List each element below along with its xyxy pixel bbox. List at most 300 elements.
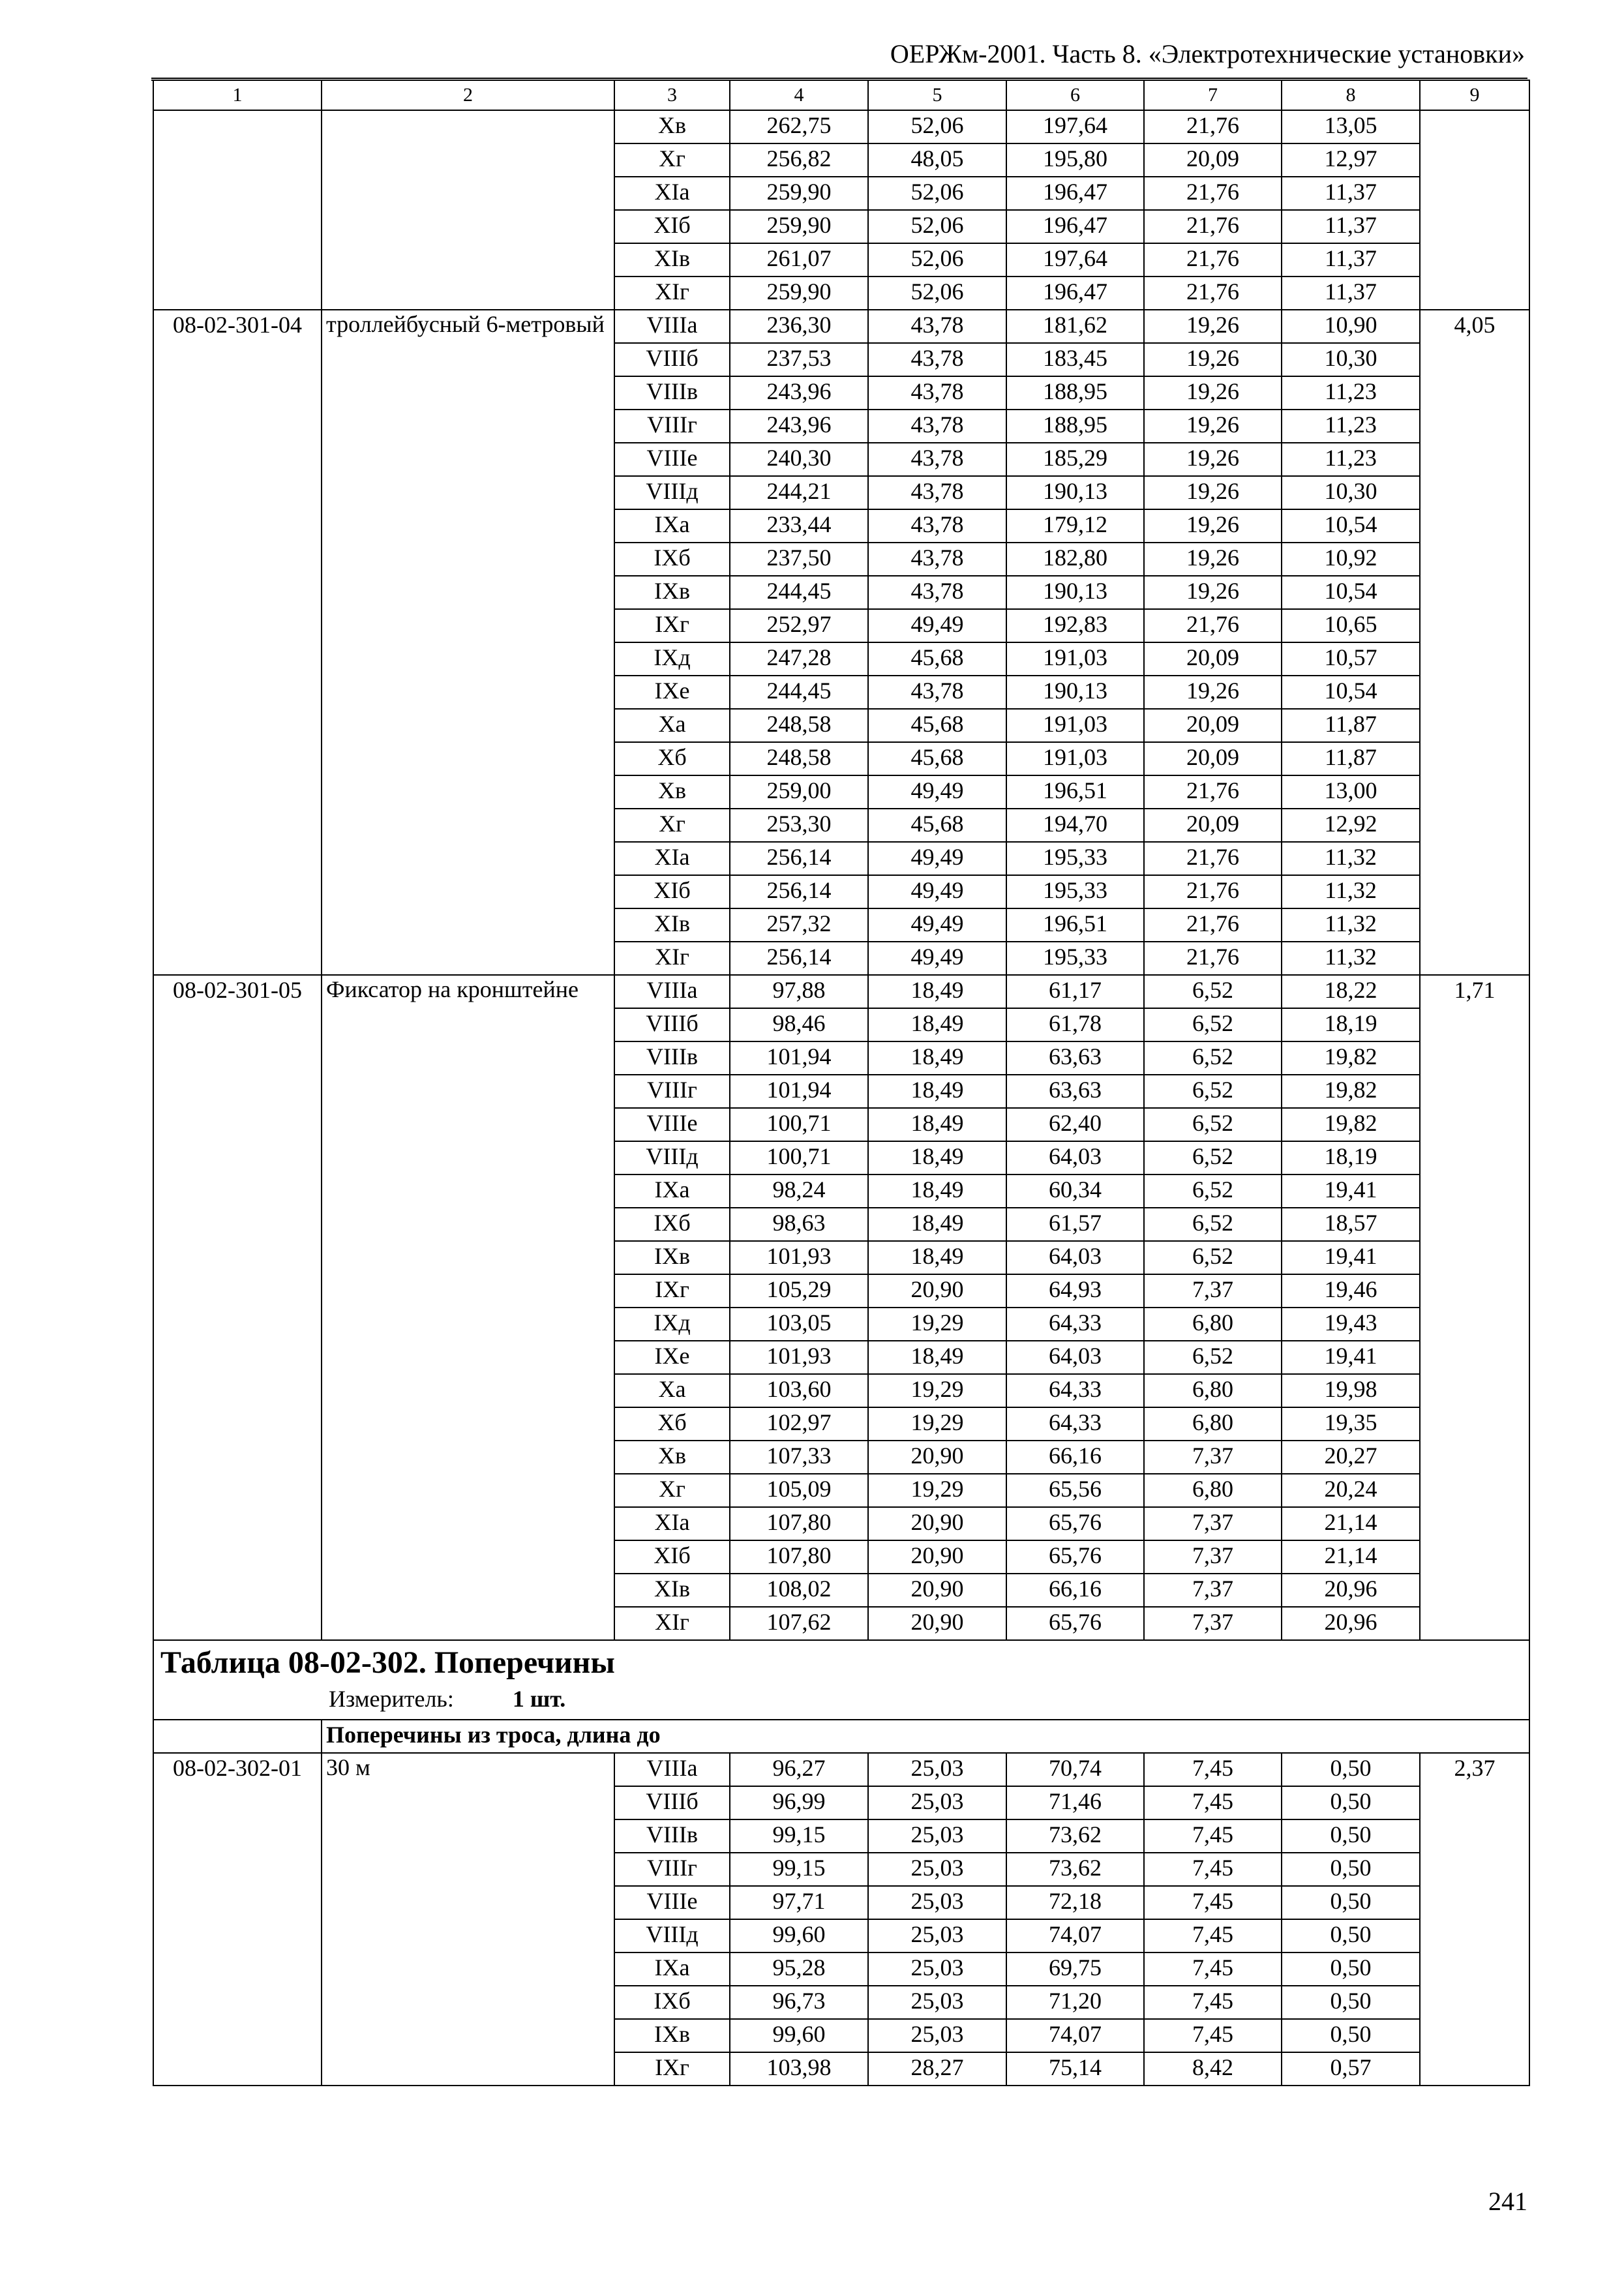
value-cell: 195,33 [1006, 842, 1144, 875]
value-cell: 45,68 [868, 709, 1006, 742]
column-number: 8 [1282, 80, 1420, 110]
price-table [153, 80, 1530, 2086]
value-cell: 18,19 [1282, 1008, 1420, 1041]
value-cell: 7,45 [1144, 1753, 1282, 1786]
col9-value [1420, 110, 1529, 310]
value-cell: 65,76 [1006, 1540, 1144, 1574]
value-cell: 6,52 [1144, 1108, 1282, 1141]
value-cell: 95,28 [730, 1952, 868, 1986]
value-cell: 195,33 [1006, 875, 1144, 908]
value-cell: 97,71 [730, 1886, 868, 1919]
value-cell: 6,80 [1144, 1374, 1282, 1407]
value-cell: 20,90 [868, 1274, 1006, 1308]
value-cell: 10,54 [1282, 676, 1420, 709]
value-cell: 11,23 [1282, 410, 1420, 443]
value-cell: 10,57 [1282, 642, 1420, 676]
value-cell: 244,45 [730, 576, 868, 609]
col9-value: 1,71 [1420, 975, 1529, 1640]
value-cell: 185,29 [1006, 443, 1144, 476]
value-cell: 7,45 [1144, 1986, 1282, 2019]
rate-description: троллейбусный 6-метровый [322, 310, 614, 975]
value-cell: 248,58 [730, 709, 868, 742]
value-cell: 43,78 [868, 509, 1006, 543]
value-cell: 99,60 [730, 1919, 868, 1952]
zone-code: Хв [614, 775, 730, 809]
zone-code: ХIв [614, 908, 730, 942]
value-cell: 107,80 [730, 1540, 868, 1574]
zone-code: IХд [614, 1308, 730, 1341]
value-cell: 21,76 [1144, 277, 1282, 310]
value-cell: 25,03 [868, 1919, 1006, 1952]
value-cell: 12,97 [1282, 143, 1420, 177]
column-number: 6 [1006, 80, 1144, 110]
value-cell: 21,76 [1144, 775, 1282, 809]
value-cell: 19,26 [1144, 676, 1282, 709]
value-cell: 7,45 [1144, 1786, 1282, 1819]
value-cell: 19,26 [1144, 543, 1282, 576]
value-cell: 197,64 [1006, 110, 1144, 143]
subheading-blank [153, 1720, 322, 1753]
value-cell: 65,76 [1006, 1507, 1144, 1540]
value-cell: 101,93 [730, 1341, 868, 1374]
value-cell: 25,03 [868, 1986, 1006, 2019]
value-cell: 191,03 [1006, 642, 1144, 676]
value-cell: 65,76 [1006, 1607, 1144, 1640]
value-cell: 7,37 [1144, 1574, 1282, 1607]
zone-code: Ха [614, 709, 730, 742]
value-cell: 73,62 [1006, 1853, 1144, 1886]
value-cell: 20,24 [1282, 1474, 1420, 1507]
value-cell: 195,33 [1006, 942, 1144, 975]
value-cell: 197,64 [1006, 243, 1144, 277]
value-cell: 196,47 [1006, 177, 1144, 210]
value-cell: 6,80 [1144, 1407, 1282, 1441]
zone-code: Хг [614, 143, 730, 177]
value-cell: 25,03 [868, 1819, 1006, 1853]
value-cell: 64,03 [1006, 1241, 1144, 1274]
value-cell: 18,49 [868, 1141, 1006, 1174]
zone-code: ХIб [614, 210, 730, 243]
zone-code: IХа [614, 1952, 730, 1986]
value-cell: 49,49 [868, 875, 1006, 908]
value-cell: 97,88 [730, 975, 868, 1008]
value-cell: 195,80 [1006, 143, 1144, 177]
value-cell: 43,78 [868, 576, 1006, 609]
value-cell: 18,49 [868, 1075, 1006, 1108]
column-number: 9 [1420, 80, 1529, 110]
value-cell: 7,45 [1144, 1819, 1282, 1853]
value-cell: 256,14 [730, 875, 868, 908]
value-cell: 99,15 [730, 1819, 868, 1853]
rate-code: 08-02-302-01 [153, 1753, 322, 2086]
value-cell: 72,18 [1006, 1886, 1144, 1919]
value-cell: 256,82 [730, 143, 868, 177]
value-cell: 107,62 [730, 1607, 868, 1640]
zone-code: ХIа [614, 1507, 730, 1540]
value-cell: 191,03 [1006, 742, 1144, 775]
value-cell: 73,62 [1006, 1819, 1144, 1853]
zone-code: ХIг [614, 1607, 730, 1640]
value-cell: 21,14 [1282, 1540, 1420, 1574]
value-cell: 64,33 [1006, 1407, 1144, 1441]
value-cell: 64,03 [1006, 1141, 1144, 1174]
value-cell: 49,49 [868, 842, 1006, 875]
zone-code: Хв [614, 1441, 730, 1474]
zone-code: VIIIб [614, 1008, 730, 1041]
value-cell: 48,05 [868, 143, 1006, 177]
value-cell: 64,93 [1006, 1274, 1144, 1308]
value-cell: 7,37 [1144, 1441, 1282, 1474]
value-cell: 11,37 [1282, 210, 1420, 243]
value-cell: 19,41 [1282, 1174, 1420, 1208]
value-cell: 71,46 [1006, 1786, 1144, 1819]
zone-code: IХг [614, 2052, 730, 2086]
value-cell: 21,76 [1144, 842, 1282, 875]
unit-value: 1 шт. [512, 1686, 566, 1712]
value-cell: 20,90 [868, 1574, 1006, 1607]
value-cell: 257,32 [730, 908, 868, 942]
value-cell: 19,29 [868, 1374, 1006, 1407]
value-cell: 19,41 [1282, 1241, 1420, 1274]
section-title: Таблица 08-02-302. Поперечины [160, 1645, 615, 1680]
value-cell: 21,76 [1144, 908, 1282, 942]
value-cell: 244,45 [730, 676, 868, 709]
column-number: 2 [322, 80, 614, 110]
value-cell: 21,76 [1144, 177, 1282, 210]
value-cell: 19,82 [1282, 1075, 1420, 1108]
zone-code: VIIIе [614, 1108, 730, 1141]
value-cell: 19,82 [1282, 1108, 1420, 1141]
value-cell: 66,16 [1006, 1574, 1144, 1607]
zone-code: IХб [614, 1208, 730, 1241]
value-cell: 19,26 [1144, 443, 1282, 476]
value-cell: 52,06 [868, 243, 1006, 277]
column-number-row [153, 80, 1529, 110]
column-number: 1 [153, 80, 322, 110]
value-cell: 98,24 [730, 1174, 868, 1208]
zone-code: VIIIг [614, 1075, 730, 1108]
zone-code: IХд [614, 642, 730, 676]
col9-value: 2,37 [1420, 1753, 1529, 2086]
section-header [153, 1640, 1529, 1720]
value-cell: 7,37 [1144, 1507, 1282, 1540]
value-cell: 60,34 [1006, 1174, 1144, 1208]
value-cell: 196,47 [1006, 277, 1144, 310]
value-cell: 20,90 [868, 1507, 1006, 1540]
value-cell: 61,78 [1006, 1008, 1144, 1041]
value-cell: 19,26 [1144, 376, 1282, 410]
value-cell: 66,16 [1006, 1441, 1144, 1474]
value-cell: 45,68 [868, 642, 1006, 676]
value-cell: 25,03 [868, 1853, 1006, 1886]
value-cell: 0,50 [1282, 1952, 1420, 1986]
value-cell: 43,78 [868, 310, 1006, 343]
value-cell: 6,52 [1144, 1041, 1282, 1075]
value-cell: 10,54 [1282, 576, 1420, 609]
value-cell: 247,28 [730, 642, 868, 676]
value-cell: 20,09 [1144, 709, 1282, 742]
value-cell: 43,78 [868, 410, 1006, 443]
value-cell: 10,30 [1282, 343, 1420, 376]
value-cell: 7,45 [1144, 1952, 1282, 1986]
value-cell: 20,09 [1144, 642, 1282, 676]
value-cell: 7,37 [1144, 1607, 1282, 1640]
value-cell: 45,68 [868, 742, 1006, 775]
value-cell: 100,71 [730, 1141, 868, 1174]
value-cell: 61,57 [1006, 1208, 1144, 1241]
value-cell: 10,30 [1282, 476, 1420, 509]
zone-code: ХIа [614, 177, 730, 210]
value-cell: 18,49 [868, 1174, 1006, 1208]
value-cell: 19,82 [1282, 1041, 1420, 1075]
subheading: Поперечины из троса, длина до [322, 1720, 1529, 1753]
value-cell: 98,46 [730, 1008, 868, 1041]
value-cell: 52,06 [868, 177, 1006, 210]
value-cell: 253,30 [730, 809, 868, 842]
value-cell: 64,33 [1006, 1374, 1144, 1407]
value-cell: 19,26 [1144, 310, 1282, 343]
value-cell: 6,52 [1144, 1241, 1282, 1274]
value-cell: 69,75 [1006, 1952, 1144, 1986]
value-cell: 25,03 [868, 1786, 1006, 1819]
column-number: 3 [614, 80, 730, 110]
value-cell: 243,96 [730, 376, 868, 410]
unit-line [329, 1683, 1522, 1715]
value-cell: 11,32 [1282, 842, 1420, 875]
table-row [153, 310, 1529, 343]
value-cell: 52,06 [868, 110, 1006, 143]
value-cell: 259,90 [730, 210, 868, 243]
value-cell: 196,51 [1006, 908, 1144, 942]
zone-code: VIIIе [614, 443, 730, 476]
zone-code: ХIв [614, 1574, 730, 1607]
value-cell: 20,09 [1144, 143, 1282, 177]
zone-code: ХIа [614, 842, 730, 875]
value-cell: 43,78 [868, 476, 1006, 509]
zone-code: VIIIб [614, 1786, 730, 1819]
value-cell: 20,96 [1282, 1607, 1420, 1640]
value-cell: 11,32 [1282, 942, 1420, 975]
value-cell: 18,49 [868, 1208, 1006, 1241]
zone-code: VIIIг [614, 1853, 730, 1886]
value-cell: 21,76 [1144, 609, 1282, 642]
value-cell: 101,94 [730, 1041, 868, 1075]
value-cell: 19,26 [1144, 509, 1282, 543]
value-cell: 19,26 [1144, 576, 1282, 609]
value-cell: 188,95 [1006, 376, 1144, 410]
rate-description: Фиксатор на кронштейне [322, 975, 614, 1640]
value-cell: 62,40 [1006, 1108, 1144, 1141]
value-cell: 11,37 [1282, 243, 1420, 277]
value-cell: 49,49 [868, 908, 1006, 942]
value-cell: 21,14 [1282, 1507, 1420, 1540]
zone-code: VIIIв [614, 376, 730, 410]
zone-code: Хб [614, 742, 730, 775]
value-cell: 190,13 [1006, 676, 1144, 709]
value-cell: 21,76 [1144, 942, 1282, 975]
value-cell: 179,12 [1006, 509, 1144, 543]
value-cell: 45,68 [868, 809, 1006, 842]
value-cell: 11,32 [1282, 875, 1420, 908]
value-cell: 11,87 [1282, 709, 1420, 742]
value-cell: 240,30 [730, 443, 868, 476]
value-cell: 190,13 [1006, 476, 1144, 509]
value-cell: 100,71 [730, 1108, 868, 1141]
value-cell: 7,45 [1144, 1919, 1282, 1952]
value-cell: 19,46 [1282, 1274, 1420, 1308]
zone-code: IХе [614, 1341, 730, 1374]
unit-label: Измеритель: [329, 1686, 454, 1712]
value-cell: 19,26 [1144, 410, 1282, 443]
value-cell: 25,03 [868, 2019, 1006, 2052]
value-cell: 99,15 [730, 1853, 868, 1886]
value-cell: 0,50 [1282, 1886, 1420, 1919]
value-cell: 103,98 [730, 2052, 868, 2086]
zone-code: ХIб [614, 1540, 730, 1574]
value-cell: 6,52 [1144, 1174, 1282, 1208]
value-cell: 28,27 [868, 2052, 1006, 2086]
value-cell: 18,49 [868, 975, 1006, 1008]
value-cell: 64,03 [1006, 1341, 1144, 1374]
section-header-row [153, 1640, 1529, 1720]
value-cell: 96,27 [730, 1753, 868, 1786]
zone-code: Хг [614, 1474, 730, 1507]
value-cell: 0,50 [1282, 1786, 1420, 1819]
value-cell: 237,53 [730, 343, 868, 376]
col9-value: 4,05 [1420, 310, 1529, 975]
value-cell: 96,99 [730, 1786, 868, 1819]
zone-code: IХг [614, 1274, 730, 1308]
value-cell: 18,49 [868, 1108, 1006, 1141]
value-cell: 18,22 [1282, 975, 1420, 1008]
zone-code: Хв [614, 110, 730, 143]
value-cell: 21,76 [1144, 875, 1282, 908]
value-cell: 21,76 [1144, 210, 1282, 243]
value-cell: 19,41 [1282, 1341, 1420, 1374]
value-cell: 20,09 [1144, 809, 1282, 842]
value-cell: 7,45 [1144, 1853, 1282, 1886]
zone-code: ХIг [614, 942, 730, 975]
running-title: ОЕРЖм-2001. Часть 8. «Электротехнические установки» [890, 39, 1525, 68]
value-cell: 43,78 [868, 343, 1006, 376]
zone-code: IХа [614, 509, 730, 543]
value-cell: 7,37 [1144, 1274, 1282, 1308]
value-cell: 10,92 [1282, 543, 1420, 576]
value-cell: 96,73 [730, 1986, 868, 2019]
value-cell: 236,30 [730, 310, 868, 343]
value-cell: 49,49 [868, 775, 1006, 809]
value-cell: 196,47 [1006, 210, 1144, 243]
value-cell: 19,29 [868, 1308, 1006, 1341]
value-cell: 183,45 [1006, 343, 1144, 376]
value-cell: 13,05 [1282, 110, 1420, 143]
value-cell: 10,90 [1282, 310, 1420, 343]
value-cell: 20,09 [1144, 742, 1282, 775]
value-cell: 65,56 [1006, 1474, 1144, 1507]
column-number: 5 [868, 80, 1006, 110]
value-cell: 103,60 [730, 1374, 868, 1407]
value-cell: 98,63 [730, 1208, 868, 1241]
value-cell: 259,90 [730, 277, 868, 310]
value-cell: 99,60 [730, 2019, 868, 2052]
value-cell: 20,90 [868, 1540, 1006, 1574]
zone-code: Ха [614, 1374, 730, 1407]
value-cell: 52,06 [868, 210, 1006, 243]
value-cell: 0,50 [1282, 2019, 1420, 2052]
value-cell: 49,49 [868, 609, 1006, 642]
value-cell: 63,63 [1006, 1041, 1144, 1075]
rate-code: 08-02-301-05 [153, 975, 322, 1640]
zone-code: Хб [614, 1407, 730, 1441]
zone-code: VIIIд [614, 1919, 730, 1952]
value-cell: 0,50 [1282, 1819, 1420, 1853]
value-cell: 19,29 [868, 1407, 1006, 1441]
value-cell: 11,23 [1282, 376, 1420, 410]
value-cell: 18,49 [868, 1008, 1006, 1041]
zone-code: IХв [614, 1241, 730, 1274]
zone-code: IХг [614, 609, 730, 642]
table-row [153, 1753, 1529, 1786]
value-cell: 101,94 [730, 1075, 868, 1108]
value-cell: 194,70 [1006, 809, 1144, 842]
value-cell: 43,78 [868, 676, 1006, 709]
value-cell: 6,52 [1144, 1075, 1282, 1108]
value-cell: 237,50 [730, 543, 868, 576]
value-cell: 19,29 [868, 1474, 1006, 1507]
rate-description [322, 110, 614, 310]
value-cell: 259,00 [730, 775, 868, 809]
value-cell: 19,35 [1282, 1407, 1420, 1441]
zone-code: IХв [614, 576, 730, 609]
value-cell: 256,14 [730, 842, 868, 875]
value-cell: 19,43 [1282, 1308, 1420, 1341]
zone-code: IХа [614, 1174, 730, 1208]
value-cell: 18,19 [1282, 1141, 1420, 1174]
value-cell: 25,03 [868, 1952, 1006, 1986]
value-cell: 63,63 [1006, 1075, 1144, 1108]
value-cell: 256,14 [730, 942, 868, 975]
value-cell: 18,49 [868, 1041, 1006, 1075]
value-cell: 20,90 [868, 1441, 1006, 1474]
value-cell: 11,32 [1282, 908, 1420, 942]
value-cell: 18,57 [1282, 1208, 1420, 1241]
value-cell: 21,76 [1144, 110, 1282, 143]
value-cell: 0,50 [1282, 1986, 1420, 2019]
zone-code: VIIIв [614, 1819, 730, 1853]
value-cell: 243,96 [730, 410, 868, 443]
table-body [153, 80, 1529, 2086]
value-cell: 244,21 [730, 476, 868, 509]
value-cell: 6,80 [1144, 1308, 1282, 1341]
zone-code: VIIIе [614, 1886, 730, 1919]
value-cell: 188,95 [1006, 410, 1144, 443]
value-cell: 25,03 [868, 1886, 1006, 1919]
value-cell: 11,23 [1282, 443, 1420, 476]
value-cell: 6,80 [1144, 1474, 1282, 1507]
value-cell: 248,58 [730, 742, 868, 775]
value-cell: 71,20 [1006, 1986, 1144, 2019]
zone-code: IХв [614, 2019, 730, 2052]
subheading-row [153, 1720, 1529, 1753]
value-cell: 11,37 [1282, 177, 1420, 210]
value-cell: 108,02 [730, 1574, 868, 1607]
value-cell: 10,65 [1282, 609, 1420, 642]
value-cell: 190,13 [1006, 576, 1144, 609]
value-cell: 0,50 [1282, 1753, 1420, 1786]
value-cell: 103,05 [730, 1308, 868, 1341]
value-cell: 18,49 [868, 1241, 1006, 1274]
zone-code: ХIб [614, 875, 730, 908]
